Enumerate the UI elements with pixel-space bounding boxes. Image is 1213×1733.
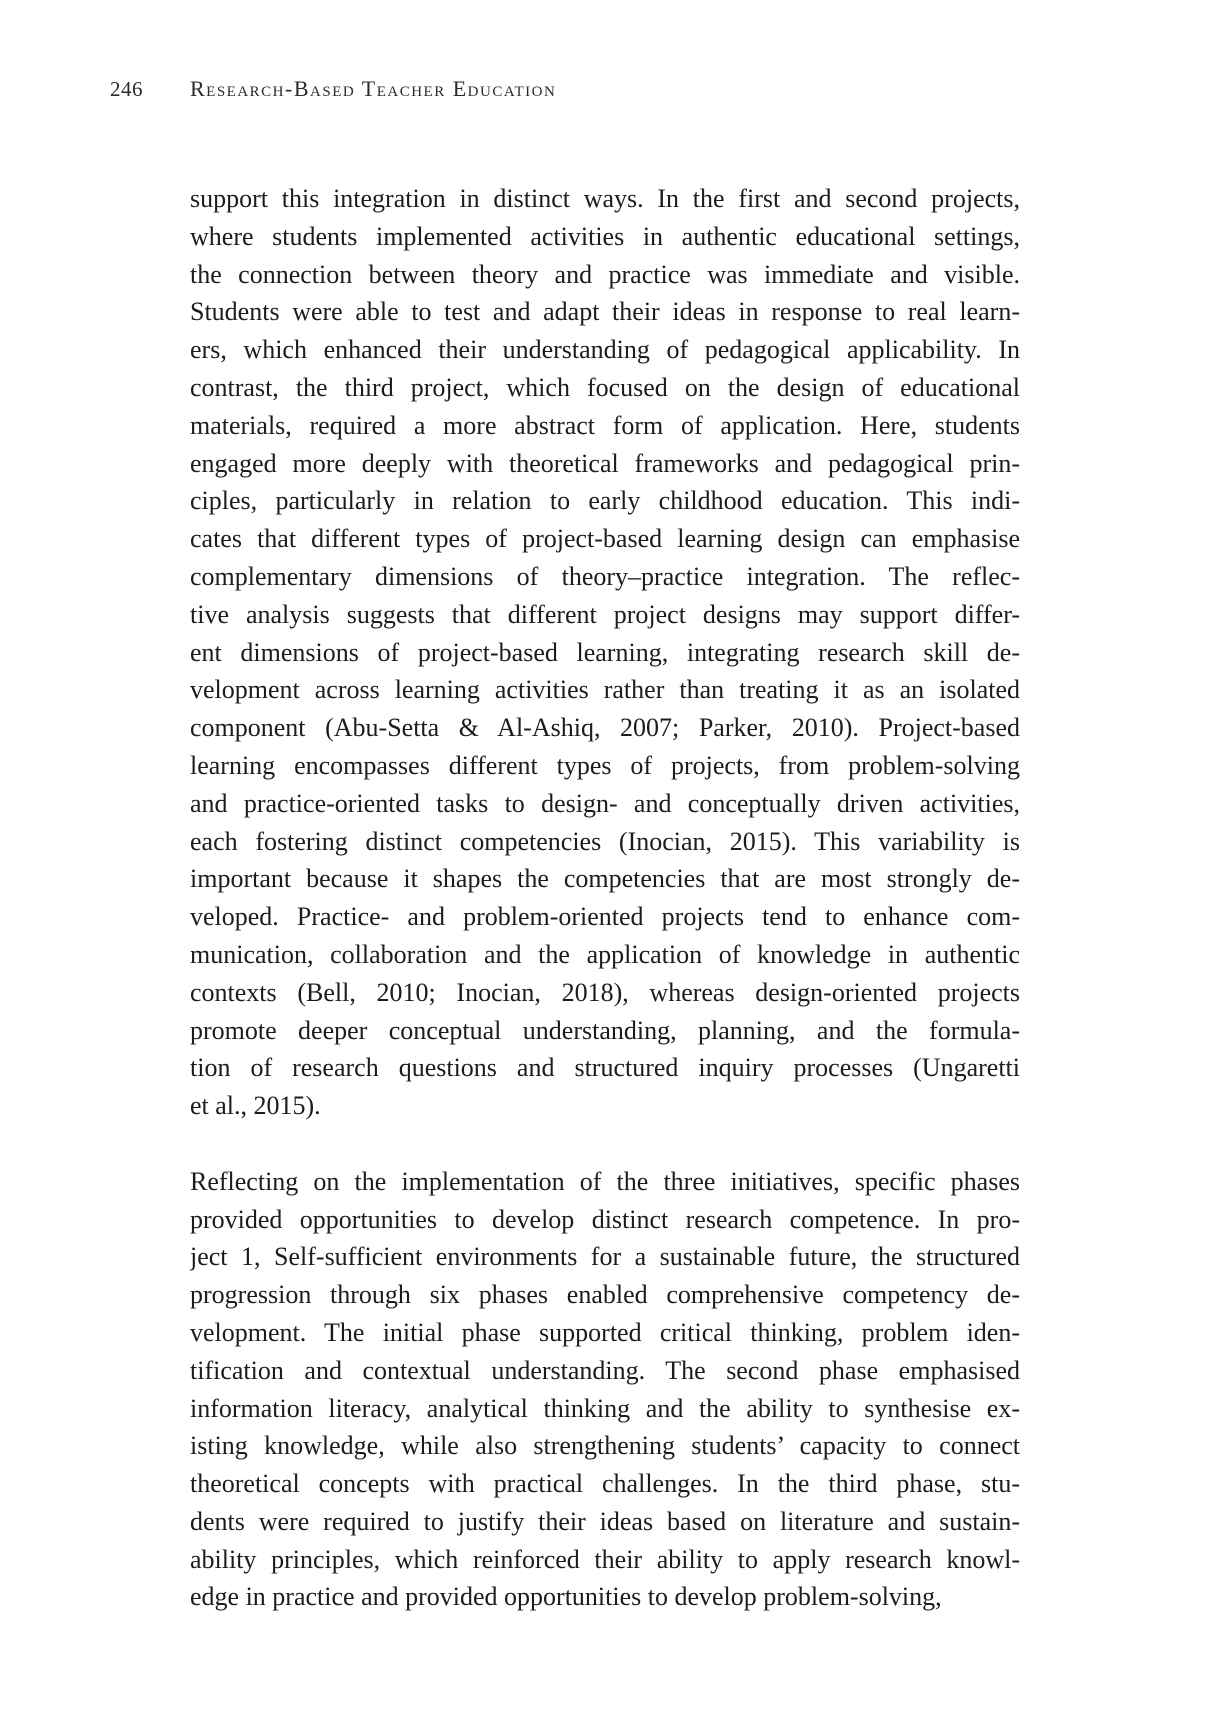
paragraph bbox=[190, 180, 1020, 1125]
text-line: contexts (Bell, 2010; Inocian, 2018), whereas design-oriented projects bbox=[190, 977, 1020, 1007]
text-line: provided opportunities to develop distinct research competence. In pro- bbox=[190, 1204, 1020, 1234]
text-line: dents were required to justify their ideas based on literature and sustain- bbox=[190, 1506, 1020, 1536]
text-line: ers, which enhanced their understanding of pedagogical applicability. In bbox=[190, 335, 1020, 365]
text-line: progression through six phases enabled comprehensive competency de- bbox=[190, 1280, 1020, 1310]
text-line: support this integration in distinct ways. In the first and second projects, bbox=[190, 184, 1020, 213]
text-line: Students were able to test and adapt their ideas in response to real learn- bbox=[190, 297, 1020, 327]
text-line: where students implemented activities in authentic educational settings, bbox=[190, 221, 1020, 251]
text-line: velopment across learning activities rather than treating it as an isolated bbox=[190, 675, 1020, 705]
text-line: each fostering distinct competencies (Inocian, 2015). This variability is bbox=[190, 826, 1020, 856]
text-line: complementary dimensions of theory–practice integration. The reflec- bbox=[190, 561, 1020, 591]
text-line: cates that different types of project-based learning design can emphasise bbox=[190, 524, 1020, 554]
running-title: Research-Based Teacher Education bbox=[190, 76, 557, 101]
text-line: contrast, the third project, which focused on the design of educational bbox=[190, 372, 1020, 402]
body-text bbox=[190, 180, 1020, 1616]
text-line: and practice-oriented tasks to design- and conceptually driven activities, bbox=[190, 788, 1020, 818]
text-line: important because it shapes the competencies that are most strongly de- bbox=[190, 864, 1020, 894]
text-line: tification and contextual understanding. The second phase emphasised bbox=[190, 1355, 1020, 1385]
paragraph bbox=[190, 1163, 1020, 1617]
text-line: ent dimensions of project-based learning, integrating research skill de- bbox=[190, 637, 1020, 667]
text-line: veloped. Practice- and problem-oriented projects tend to enhance com- bbox=[190, 902, 1020, 932]
text-line: component (Abu-Setta & Al-Ashiq, 2007; Parker, 2010). Project-based bbox=[190, 713, 1020, 743]
text-line: theoretical concepts with practical challenges. In the third phase, stu- bbox=[190, 1469, 1020, 1499]
text-line: edge in practice and provided opportunities to develop problem-solving, bbox=[190, 1582, 942, 1612]
running-head bbox=[110, 74, 1030, 104]
text-line: velopment. The initial phase supported critical thinking, problem iden- bbox=[190, 1317, 1020, 1347]
text-line: ciples, particularly in relation to early childhood education. This indi- bbox=[190, 486, 1020, 516]
text-line: munication, collaboration and the application of knowledge in authentic bbox=[190, 939, 1020, 969]
text-line: et al., 2015). bbox=[190, 1091, 321, 1121]
text-line: the connection between theory and practice was immediate and visible. bbox=[190, 259, 1020, 289]
text-line: learning encompasses different types of projects, from problem-solving bbox=[190, 750, 1020, 780]
text-line: materials, required a more abstract form of application. Here, students bbox=[190, 410, 1020, 440]
text-line: information literacy, analytical thinking and the ability to synthesise ex- bbox=[190, 1393, 1020, 1423]
text-line: tion of research questions and structured inquiry processes (Ungaretti bbox=[190, 1053, 1020, 1083]
text-line: tive analysis suggests that different project designs may support differ- bbox=[190, 599, 1020, 629]
text-line: ject 1, Self-sufficient environments for a sustainable future, the structured bbox=[190, 1242, 1020, 1272]
paragraph-gap bbox=[190, 1125, 1020, 1163]
text-line: ability principles, which reinforced their ability to apply research knowl- bbox=[190, 1544, 1020, 1574]
text-line: promote deeper conceptual understanding, planning, and the formula- bbox=[190, 1015, 1020, 1045]
text-line: Reflecting on the implementation of the three initiatives, specific phases bbox=[190, 1166, 1020, 1196]
page-number: 246 bbox=[110, 77, 143, 101]
text-line: engaged more deeply with theoretical frameworks and pedagogical prin- bbox=[190, 448, 1020, 478]
text-line: isting knowledge, while also strengthening students’ capacity to connect bbox=[190, 1431, 1020, 1461]
